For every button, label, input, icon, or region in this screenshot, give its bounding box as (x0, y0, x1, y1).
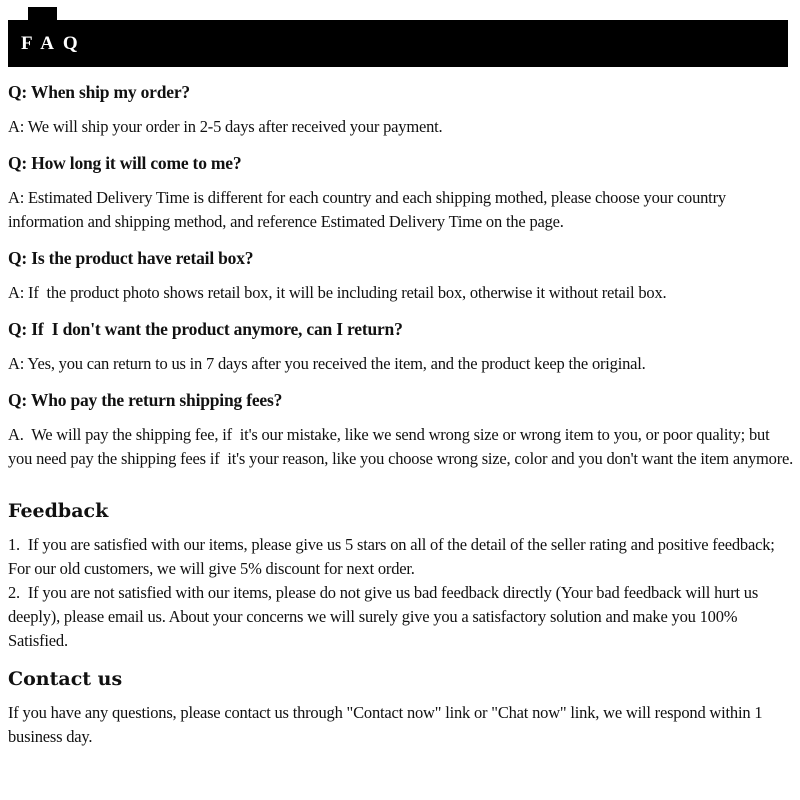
feedback-item: 1. If you are satisfied with our items, please give us 5 stars on all of the detail of the seller rating and positive feedback; For our old customers, we will give 5% discount for next order. (8, 535, 779, 578)
faq-answer: A: If the product photo shows retail box, it will be including retail box, otherwise it without retail box. (8, 283, 667, 302)
corner-mark (28, 7, 57, 21)
faq-answer: A: Yes, you can return to us in 7 days after you received the item, and the product keep the original. (8, 354, 646, 373)
faq-answer: A: Estimated Delivery Time is different for each country and each shipping mothed, please choose your country information and shipping method, and reference Estimated Delivery Time on the page. (8, 188, 730, 231)
faq-answer: A. We will pay the shipping fee, if it's our mistake, like we send wrong size or wrong item to you, or poor quality; but you need pay the shipping fees if it's your reason, like you choose wrong size, color and you don't want the item anymore. (8, 425, 794, 468)
faq-question: Q: Is the product have retail box? (8, 248, 254, 268)
faq-answer: A: We will ship your order in 2-5 days after received your payment. (8, 117, 443, 136)
feedback-heading: Feedback (8, 500, 109, 522)
faq-header-bar (8, 20, 788, 67)
feedback-item: 2. If you are not satisfied with our items, please do not give us bad feedback directly (Your bad feedback will hurt us deeply), please email us. About your concerns we will surely give you a satisfactory solution and make you 100% Satisfied. (8, 583, 763, 650)
faq-question: Q: Who pay the return shipping fees? (8, 390, 283, 410)
faq-question: Q: If I don't want the product anymore, can I return? (8, 319, 403, 339)
page-title: FAQ (21, 32, 87, 54)
faq-question: Q: How long it will come to me? (8, 153, 242, 173)
faq-content (8, 80, 794, 749)
contact-body: If you have any questions, please contact us through "Contact now" link or "Chat now" link, we will respond within 1 business day. (8, 703, 767, 746)
faq-question: Q: When ship my order? (8, 82, 190, 102)
contact-heading: Contact us (8, 668, 123, 690)
